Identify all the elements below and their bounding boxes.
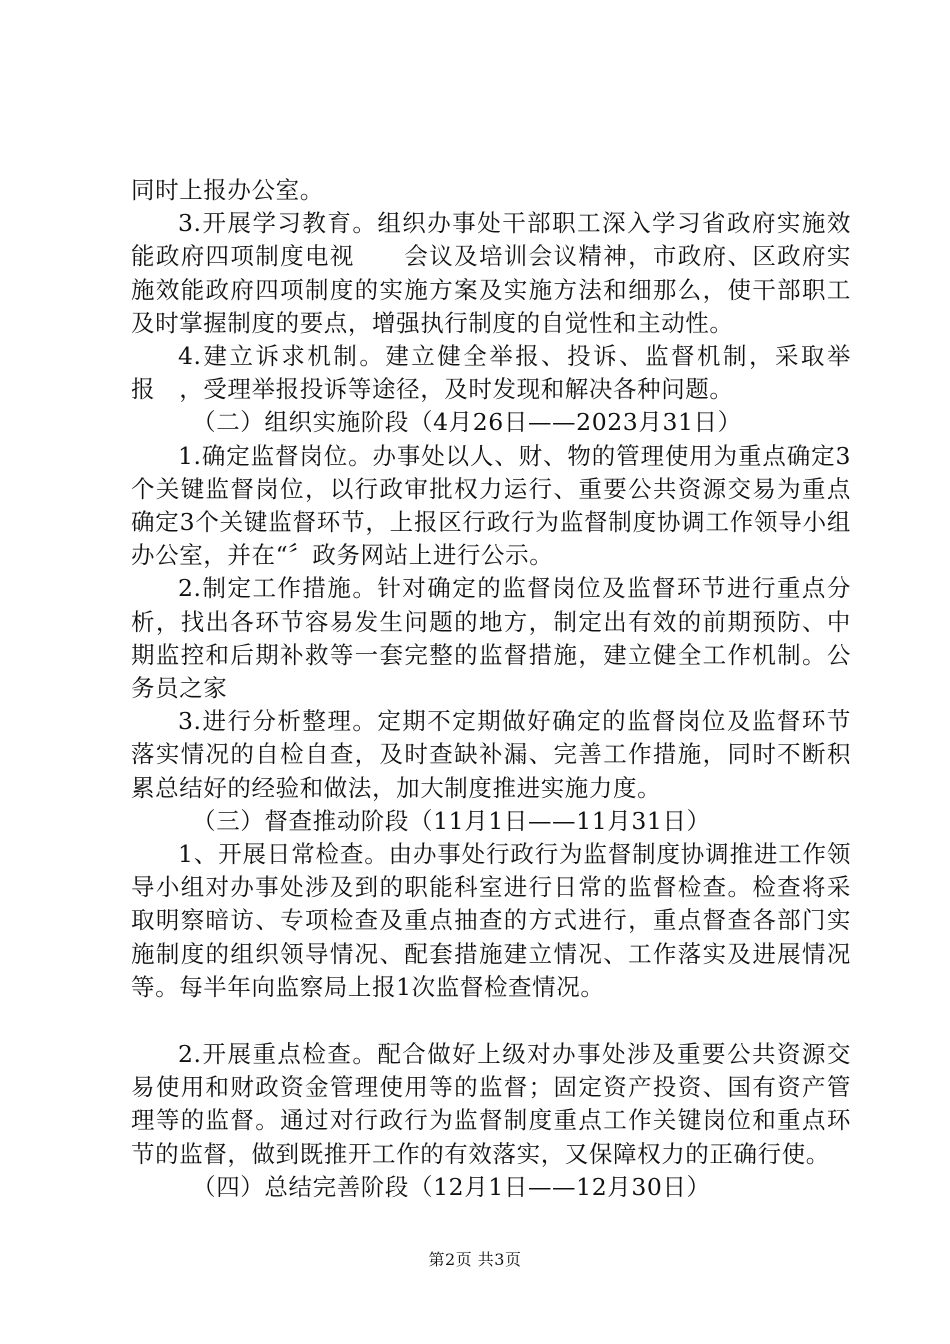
paragraph-supervision-posts: 1.确定监督岗位。办事处以人、财、物的管理使用为重点确定3个关键监督岗位，以行政审批权力运行、重要公共资源交易为重点确定3个关键监督环节，上报区行政行为监督制度协调工作领导小组办公室，并在“〞政务网站上进行公示。: [131, 441, 851, 570]
paragraph-work-measures: 2.制定工作措施。针对确定的监督岗位及监督环节进行重点分析，找出各环节容易发生问题的地方，制定出有效的前期预防、中期监控和后期补救等一套完整的监督措施，建立健全工作机制。公务员之家: [131, 574, 851, 703]
section-heading-implementation: （二）组织实施阶段（4月26日——2023月31日）: [192, 408, 742, 437]
paragraph-study-education: 3.开展学习教育。组织办事处干部职工深入学习省政府实施效能政府四项制度电视 会议及培训会议精神，市政府、区政府实施效能政府四项制度的实施方案及实施方法和细那么，使干部职工及时掌握制度的要点，增强执行制度的自觉性和主动性。: [131, 209, 851, 337]
paragraph-continuation: 同时上报办公室。: [131, 176, 324, 204]
section-heading-summary: （四）总结完善阶段（12月1日——12月30日）: [192, 1172, 711, 1201]
page-number: 第2页 共3页: [428, 1250, 522, 1269]
section-heading-inspection: （三）督查推动阶段（11月1日——11月31日）: [192, 806, 711, 835]
paragraph-analysis: 3.进行分析整理。定期不定期做好确定的监督岗位及监督环节落实情况的自检自查，及时查缺补漏、完善工作措施，同时不断积累总结好的经验和做法，加大制度推进实施力度。: [131, 707, 851, 802]
paragraph-key-inspection: 2.开展重点检查。配合做好上级对办事处涉及重要公共资源交易使用和财政资金管理使用等的监督；固定资产投资、国有资产管理等的监督。通过对行政行为监督制度重点工作关键岗位和重点环节的监督，做到既推开工作的有效落实，又保障权力的正确行使。: [131, 1040, 851, 1168]
paragraph-gap: [131, 1004, 851, 1038]
paragraph-complaint-mechanism: 4.建立诉求机制。建立健全举报、投诉、监督机制，采取举报 ，受理举报投诉等途径，及时发现和解决各种问题。: [131, 342, 851, 404]
paragraph-daily-inspection: 1、开展日常检查。由办事处行政行为监督制度协调推进工作领导小组对办事处涉及到的职能科室进行日常的监督检查。检查将采取明察暗访、专项检查及重点抽查的方式进行，重点督查各部门实施制度的组织领导情况、配套措施建立情况、工作落实及进展情况等。每半年向监察局上报1次监督检查情况。: [131, 840, 851, 1001]
document-body: [131, 174, 851, 1204]
